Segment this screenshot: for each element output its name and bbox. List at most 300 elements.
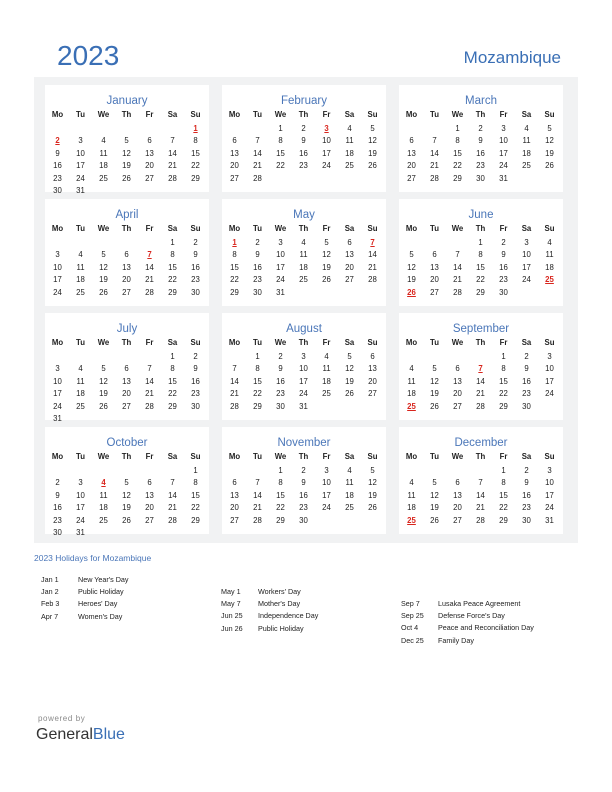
month-name: March	[465, 95, 497, 107]
holiday-date: Feb 3	[41, 599, 60, 609]
day-cell: 26	[345, 389, 354, 399]
day-cell: 16	[191, 376, 200, 386]
weekday-label: Mo	[51, 338, 64, 347]
day-cell: 11	[76, 262, 85, 272]
day-cell: 17	[299, 376, 308, 386]
day-cell: 12	[430, 376, 439, 386]
day-cell: 18	[76, 389, 85, 399]
weekday-label: We	[97, 110, 110, 119]
holiday-date: Dec 25	[401, 635, 424, 645]
day-cell: 25	[99, 515, 108, 525]
weekday-label: Sa	[344, 224, 355, 233]
holiday-date: May 1	[221, 587, 241, 596]
month-march	[399, 85, 563, 192]
day-cell: 10	[545, 478, 554, 488]
day-cell: 26	[545, 161, 554, 171]
weekday-label: Mo	[228, 224, 241, 233]
day-cell: 1	[501, 352, 506, 361]
day-cell: 22	[276, 161, 285, 171]
holiday-day: 2	[55, 136, 60, 146]
day-cell: 6	[232, 478, 237, 488]
day-cell: 17	[76, 503, 85, 513]
day-cell: 21	[253, 503, 262, 513]
day-cell: 7	[255, 136, 260, 146]
day-cell: 31	[276, 287, 285, 297]
day-cell: 4	[78, 250, 83, 260]
day-cell: 11	[345, 478, 354, 488]
weekday-label: Fr	[499, 338, 508, 347]
day-cell: 26	[122, 515, 131, 525]
day-cell: 23	[276, 389, 285, 399]
weekday-label: We	[451, 452, 464, 461]
day-cell: 3	[324, 466, 329, 475]
day-cell: 9	[501, 250, 506, 260]
day-cell: 17	[545, 376, 554, 386]
day-cell: 22	[499, 503, 508, 513]
day-cell: 2	[301, 124, 306, 133]
day-cell: 11	[299, 250, 308, 260]
weekday-label: Th	[298, 224, 309, 233]
day-cell: 9	[55, 148, 60, 158]
day-cell: 17	[545, 490, 554, 500]
weekday-label: Sa	[521, 452, 532, 461]
day-cell: 17	[276, 262, 285, 272]
day-cell: 20	[145, 161, 154, 171]
day-cell: 23	[191, 389, 200, 399]
day-cell: 14	[253, 490, 262, 500]
weekday-label: Mo	[51, 224, 64, 233]
weekday-label: Fr	[499, 110, 508, 119]
day-cell: 10	[522, 250, 531, 260]
day-cell: 18	[522, 148, 531, 158]
weekday-header	[45, 109, 209, 121]
holiday-name: Peace and Reconciliation Day	[438, 623, 534, 633]
day-cell: 18	[545, 262, 554, 272]
day-cell: 28	[253, 173, 262, 183]
weekday-label: We	[274, 452, 287, 461]
weekday-label: Su	[190, 338, 201, 347]
day-cell: 28	[453, 287, 462, 297]
weekday-label: Tu	[76, 110, 85, 119]
day-cell: 23	[522, 503, 531, 513]
day-cell: 8	[193, 136, 198, 146]
day-cell: 6	[147, 136, 152, 146]
weekday-header	[45, 451, 209, 463]
day-cell: 5	[347, 352, 352, 361]
weekday-label: Th	[475, 110, 486, 119]
day-cell: 12	[122, 490, 131, 500]
day-cell: 25	[99, 173, 108, 183]
weekday-header	[222, 451, 386, 463]
day-cell: 4	[101, 136, 106, 146]
day-cell: 30	[53, 186, 62, 195]
day-cell: 29	[499, 515, 508, 525]
day-cell: 18	[299, 262, 308, 272]
day-cell: 5	[409, 250, 414, 260]
day-cell: 27	[145, 173, 154, 183]
day-cell: 18	[322, 376, 331, 386]
day-cell: 9	[301, 478, 306, 488]
day-cell: 28	[368, 275, 377, 285]
weekday-label: We	[97, 338, 110, 347]
day-cell: 22	[499, 389, 508, 399]
day-cell: 21	[476, 503, 485, 513]
day-cell: 30	[253, 287, 262, 297]
day-cell: 21	[168, 503, 177, 513]
day-cell: 17	[322, 148, 331, 158]
day-cell: 18	[345, 148, 354, 158]
holiday-name: Independence Day	[258, 611, 319, 621]
day-cell: 5	[124, 478, 129, 488]
day-cell: 23	[499, 275, 508, 285]
day-cell: 2	[524, 352, 529, 361]
day-cell: 15	[191, 490, 200, 500]
day-cell: 2	[193, 238, 198, 247]
day-cell: 2	[524, 466, 529, 475]
day-cell: 27	[407, 173, 416, 183]
weekday-label: Su	[367, 224, 378, 233]
day-cell: 17	[322, 490, 331, 500]
weekday-label: Fr	[499, 224, 508, 233]
weekday-label: Su	[544, 338, 555, 347]
month-name: February	[280, 95, 328, 107]
month-september	[399, 313, 563, 420]
day-cell: 22	[453, 161, 462, 171]
day-cell: 4	[524, 124, 529, 133]
weekday-header	[45, 223, 209, 235]
weekday-label: Th	[475, 452, 486, 461]
day-cell: 8	[232, 250, 237, 260]
day-cell: 20	[122, 389, 131, 399]
day-cell: 2	[478, 124, 483, 133]
day-cell: 22	[230, 275, 239, 285]
day-cell: 1	[255, 352, 260, 361]
day-cell: 2	[55, 478, 60, 488]
weekday-label: Mo	[51, 110, 64, 119]
day-cell: 27	[345, 275, 354, 285]
day-cell: 25	[76, 401, 85, 411]
holiday-name: Public Holiday	[78, 587, 124, 597]
weekday-label: Fr	[322, 338, 331, 347]
day-cell: 30	[299, 515, 308, 525]
day-cell: 1	[501, 466, 506, 475]
day-cell: 24	[522, 275, 531, 285]
weekday-label: Tu	[76, 452, 85, 461]
weekday-label: Fr	[322, 224, 331, 233]
day-cell: 25	[322, 389, 331, 399]
day-cell: 24	[76, 515, 85, 525]
day-cell: 15	[453, 148, 462, 158]
weekday-label: Su	[190, 110, 201, 119]
day-cell: 8	[501, 478, 506, 488]
day-cell: 5	[370, 124, 375, 133]
day-cell: 28	[168, 515, 177, 525]
day-cell: 13	[407, 148, 416, 158]
day-cell: 17	[499, 148, 508, 158]
month-october	[45, 427, 209, 537]
day-cell: 9	[278, 364, 283, 374]
day-cell: 13	[230, 148, 239, 158]
day-cell: 25	[522, 161, 531, 171]
day-cell: 24	[53, 401, 62, 411]
day-cell: 21	[230, 389, 239, 399]
day-cell: 3	[55, 250, 60, 260]
day-cell: 19	[430, 389, 439, 399]
holiday-item	[401, 610, 601, 622]
day-cell: 8	[478, 250, 483, 260]
holiday-item	[221, 598, 421, 610]
day-cell: 21	[145, 389, 154, 399]
holiday-item	[221, 623, 421, 635]
country-title: Mozambique	[463, 48, 561, 67]
day-cell: 8	[193, 478, 198, 488]
holiday-day: 25	[407, 515, 416, 525]
weekday-label: Sa	[167, 224, 178, 233]
day-cell: 16	[191, 262, 200, 272]
weekday-label: Th	[298, 110, 309, 119]
day-cell: 20	[407, 161, 416, 171]
day-cell: 18	[99, 503, 108, 513]
holiday-item	[401, 635, 601, 647]
weekday-header	[45, 337, 209, 349]
holiday-date: Jan 2	[41, 587, 59, 597]
day-cell: 5	[432, 364, 437, 374]
day-cell: 24	[322, 503, 331, 513]
day-cell: 17	[522, 262, 531, 272]
day-cell: 8	[170, 364, 175, 374]
month-august	[222, 313, 386, 420]
weekday-label: Mo	[51, 452, 64, 461]
holiday-item	[221, 586, 421, 598]
day-cell: 14	[368, 250, 377, 260]
day-cell: 3	[78, 136, 83, 146]
weekday-label: We	[451, 110, 464, 119]
weekday-label: Sa	[344, 452, 355, 461]
day-cell: 11	[407, 490, 416, 500]
day-cell: 3	[301, 352, 306, 361]
weekday-label: Mo	[228, 110, 241, 119]
day-cell: 2	[278, 352, 283, 361]
weekday-label: Su	[190, 452, 201, 461]
day-cell: 15	[230, 262, 239, 272]
day-cell: 29	[253, 401, 262, 411]
day-cell: 7	[147, 364, 152, 374]
day-cell: 15	[499, 376, 508, 386]
day-cell: 9	[193, 364, 198, 374]
day-cell: 13	[230, 490, 239, 500]
holiday-day: 7	[370, 238, 375, 247]
day-cell: 16	[499, 262, 508, 272]
day-cell: 10	[322, 478, 331, 488]
day-cell: 9	[524, 364, 529, 374]
day-cell: 2	[255, 238, 260, 247]
day-cell: 21	[368, 262, 377, 272]
day-cell: 22	[476, 275, 485, 285]
weekday-label: Sa	[344, 338, 355, 347]
weekday-label: Su	[367, 110, 378, 119]
holiday-day: 7	[147, 250, 152, 260]
day-cell: 10	[276, 250, 285, 260]
day-cell: 24	[545, 503, 554, 513]
day-cell: 21	[145, 275, 154, 285]
weekday-label: Su	[544, 224, 555, 233]
day-cell: 7	[170, 136, 175, 146]
holiday-item	[41, 611, 241, 623]
day-cell: 3	[524, 238, 529, 247]
day-cell: 11	[322, 364, 331, 374]
day-cell: 19	[368, 490, 377, 500]
day-cell: 26	[122, 173, 131, 183]
holiday-item	[401, 622, 601, 634]
day-cell: 8	[278, 478, 283, 488]
weekday-label: Sa	[521, 110, 532, 119]
holiday-date: Jan 1	[41, 575, 59, 584]
day-cell: 1	[193, 466, 198, 475]
day-cell: 15	[191, 148, 200, 158]
weekday-label: Tu	[430, 338, 439, 347]
day-cell: 27	[368, 389, 377, 399]
day-cell: 18	[407, 389, 416, 399]
day-cell: 27	[145, 515, 154, 525]
day-cell: 20	[453, 389, 462, 399]
day-cell: 18	[99, 161, 108, 171]
day-cell: 4	[347, 466, 352, 475]
day-cell: 19	[122, 503, 131, 513]
day-cell: 26	[430, 515, 439, 525]
day-cell: 23	[299, 503, 308, 513]
day-cell: 12	[99, 262, 108, 272]
day-cell: 22	[168, 275, 177, 285]
day-cell: 14	[253, 148, 262, 158]
month-name: June	[468, 209, 494, 221]
weekday-label: Su	[367, 452, 378, 461]
holiday-item	[41, 586, 241, 598]
day-cell: 21	[430, 161, 439, 171]
weekday-header	[399, 109, 563, 121]
day-cell: 16	[299, 148, 308, 158]
holidays-title: 2023 Holidays for Mozambique	[34, 553, 152, 563]
day-cell: 2	[193, 352, 198, 361]
day-cell: 24	[276, 275, 285, 285]
weekday-label: Tu	[430, 110, 439, 119]
weekday-label: Th	[121, 452, 132, 461]
day-cell: 31	[76, 186, 85, 195]
day-cell: 28	[145, 287, 154, 297]
day-cell: 20	[453, 503, 462, 513]
day-cell: 8	[278, 136, 283, 146]
day-cell: 29	[168, 401, 177, 411]
day-cell: 10	[53, 262, 62, 272]
day-cell: 24	[53, 287, 62, 297]
weekday-label: Th	[475, 338, 486, 347]
day-cell: 7	[232, 364, 237, 374]
day-cell: 30	[499, 287, 508, 297]
holiday-name: Mother's Day	[258, 599, 301, 609]
day-cell: 1	[278, 124, 283, 133]
day-cell: 28	[430, 173, 439, 183]
weekday-label: Su	[544, 110, 555, 119]
day-cell: 5	[101, 364, 106, 374]
day-cell: 13	[430, 262, 439, 272]
day-cell: 6	[370, 352, 375, 361]
day-cell: 24	[545, 389, 554, 399]
day-cell: 21	[168, 161, 177, 171]
day-cell: 22	[253, 389, 262, 399]
holiday-day: 25	[545, 275, 554, 285]
day-cell: 13	[122, 262, 131, 272]
holiday-item	[41, 598, 241, 610]
weekday-label: Th	[475, 224, 486, 233]
day-cell: 13	[145, 148, 154, 158]
day-cell: 3	[547, 466, 552, 475]
day-cell: 24	[322, 161, 331, 171]
day-cell: 25	[76, 287, 85, 297]
day-cell: 7	[170, 478, 175, 488]
day-cell: 10	[76, 148, 85, 158]
day-cell: 27	[453, 401, 462, 411]
day-cell: 1	[170, 352, 175, 361]
day-cell: 12	[430, 490, 439, 500]
day-cell: 6	[124, 250, 129, 260]
day-cell: 22	[168, 389, 177, 399]
weekday-label: Tu	[430, 452, 439, 461]
day-cell: 22	[276, 503, 285, 513]
day-cell: 11	[99, 148, 108, 158]
day-cell: 9	[55, 490, 60, 500]
day-cell: 23	[53, 173, 62, 183]
holiday-date: Jun 26	[221, 623, 243, 633]
day-cell: 3	[501, 124, 506, 133]
day-cell: 14	[168, 148, 177, 158]
weekday-header	[399, 451, 563, 463]
day-cell: 3	[547, 352, 552, 361]
day-cell: 2	[301, 466, 306, 475]
month-november	[222, 427, 386, 534]
holiday-date: Sep 7	[401, 599, 420, 608]
day-cell: 30	[53, 528, 62, 537]
day-cell: 11	[76, 376, 85, 386]
day-cell: 27	[230, 515, 239, 525]
day-cell: 29	[191, 173, 200, 183]
day-cell: 6	[409, 136, 414, 146]
weekday-header	[399, 223, 563, 235]
day-cell: 9	[524, 478, 529, 488]
day-cell: 12	[545, 136, 554, 146]
day-cell: 19	[345, 376, 354, 386]
day-cell: 1	[170, 238, 175, 247]
weekday-label: We	[451, 224, 464, 233]
holiday-day: 7	[478, 364, 483, 374]
holiday-day: 1	[232, 238, 237, 247]
day-cell: 16	[53, 161, 62, 171]
day-cell: 10	[545, 364, 554, 374]
day-cell: 11	[345, 136, 354, 146]
day-cell: 14	[476, 490, 485, 500]
holiday-item	[401, 598, 601, 610]
holiday-date: May 7	[221, 599, 241, 609]
day-cell: 19	[368, 148, 377, 158]
day-cell: 4	[409, 364, 414, 374]
day-cell: 23	[299, 161, 308, 171]
day-cell: 28	[253, 515, 262, 525]
day-cell: 4	[301, 238, 306, 247]
day-cell: 11	[545, 250, 554, 260]
month-july	[45, 313, 209, 423]
day-cell: 20	[430, 275, 439, 285]
holiday-day: 1	[193, 124, 198, 133]
day-cell: 30	[476, 173, 485, 183]
day-cell: 6	[124, 364, 129, 374]
